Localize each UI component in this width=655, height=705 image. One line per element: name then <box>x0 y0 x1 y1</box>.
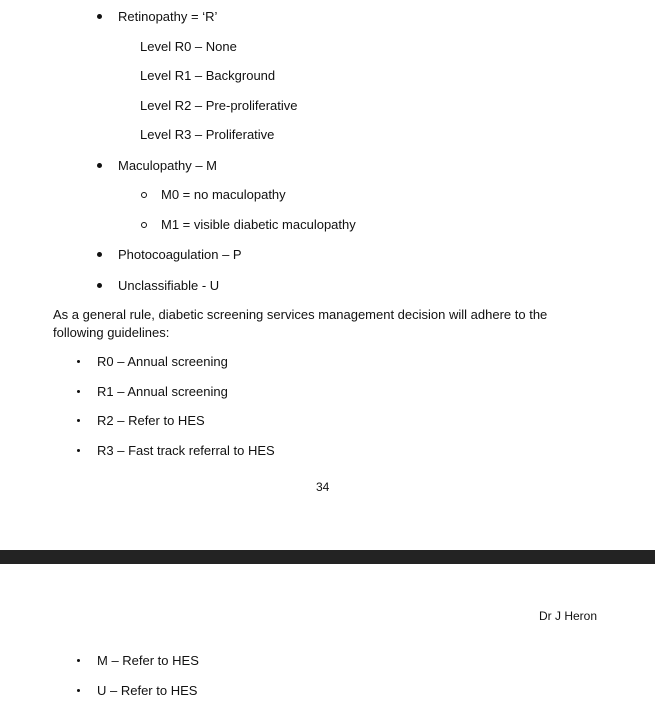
bullet-icon <box>77 390 80 393</box>
bullet-icon <box>97 252 102 257</box>
maculopathy-level-m0: M0 = no maculopathy <box>161 187 286 202</box>
guideline-r2: R2 – Refer to HES <box>97 413 205 428</box>
bullet-icon <box>77 360 80 363</box>
grading-unclassifiable: Unclassifiable - U <box>118 278 220 293</box>
page-divider <box>0 550 655 564</box>
circle-bullet-icon <box>141 192 147 198</box>
retinopathy-level-r2: Level R2 – Pre-proliferative <box>140 98 298 113</box>
guideline-r1: R1 – Annual screening <box>97 384 228 399</box>
retinopathy-level-r1: Level R1 – Background <box>140 68 276 83</box>
header-author: Dr J Heron <box>539 609 598 623</box>
intro-paragraph-line-2: following guidelines: <box>53 325 170 340</box>
bullet-icon <box>97 163 102 168</box>
grading-photocoagulation: Photocoagulation – P <box>118 247 242 262</box>
page-number: 34 <box>316 480 330 494</box>
grading-maculopathy: Maculopathy – M <box>118 158 217 173</box>
retinopathy-level-r0: Level R0 – None <box>140 39 237 54</box>
bullet-icon <box>77 659 80 662</box>
bullet-icon <box>77 449 80 452</box>
guideline-m: M – Refer to HES <box>97 653 199 668</box>
bullet-icon <box>97 14 102 19</box>
maculopathy-level-m1: M1 = visible diabetic maculopathy <box>161 217 356 232</box>
guideline-r0: R0 – Annual screening <box>97 354 228 369</box>
bullet-icon <box>97 283 102 288</box>
intro-paragraph-line-1: As a general rule, diabetic screening services management decision will adhere to the <box>53 307 548 322</box>
bullet-icon <box>77 689 80 692</box>
retinopathy-level-r3: Level R3 – Proliferative <box>140 127 275 142</box>
guideline-u: U – Refer to HES <box>97 683 198 698</box>
bullet-icon <box>77 419 80 422</box>
page-35 <box>0 564 655 705</box>
guideline-r3: R3 – Fast track referral to HES <box>97 443 275 458</box>
circle-bullet-icon <box>141 222 147 228</box>
grading-retinopathy: Retinopathy = ‘R’ <box>118 9 218 24</box>
